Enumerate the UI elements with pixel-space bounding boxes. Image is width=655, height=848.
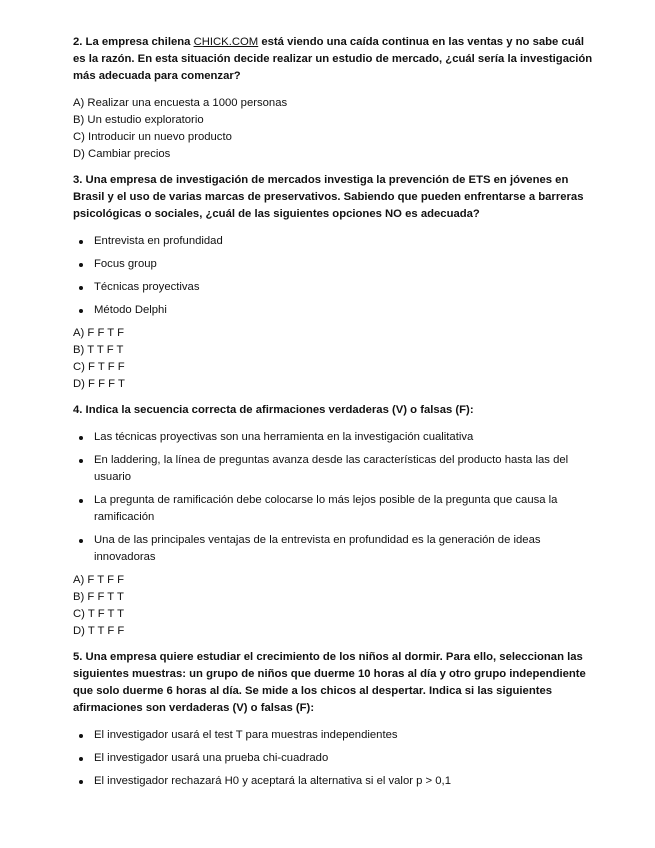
question-4-title: 4. Indica la secuencia correcta de afirmaciones verdaderas (V) o falsas (F): <box>73 404 474 416</box>
option-item: D) F F F T <box>73 378 125 390</box>
question-2-title-end: está viendo una caída continua en las ventas y no sabe cuál es la razón. En esta situación decide realizar un estudio de mercado, ¿cuál sería la investigación más adecuada para comenzar? <box>73 36 593 82</box>
bullet-item: En laddering, la línea de preguntas avanza desde las características del producto hasta las del usuario <box>73 452 593 486</box>
bullet-item: Técnicas proyectivas <box>73 279 593 296</box>
question-2-title <box>73 34 593 85</box>
option-item: A) F T F F <box>73 574 125 586</box>
bullet-item: Entrevista en profundidad <box>73 233 593 250</box>
question-2-options <box>73 95 593 163</box>
bullet-item: El investigador rechazará H0 y aceptará la alternativa si el valor p > 0,1 <box>73 773 593 790</box>
bullet-item: Las técnicas proyectivas son una herramienta en la investigación cualitativa <box>73 429 593 446</box>
question-5 <box>73 649 593 790</box>
option-item: D) T T F F <box>73 625 125 637</box>
question-5-title: 5. Una empresa quiere estudiar el crecimiento de los niños al dormir. Para ello, seleccionan las siguientes muestras: un grupo de niños que duerme 10 horas al día y otro grupo independiente que solo duerme 6 horas al día. Se mide a los chicos al despertar. Indica si las siguientes afirmaciones son verdaderas (V) o falsas (F): <box>73 651 586 714</box>
question-3-title: 3. Una empresa de investigación de mercados investiga la prevención de ETS en jóvenes en Brasil y el uso de varias marcas de preservativos. Sabiendo que pueden enfrentarse a barreras psicológicas o sociales, ¿cuál de las siguientes opciones NO es adecuada? <box>73 174 584 220</box>
question-5-bullets <box>73 727 593 790</box>
option-item: A) Realizar una encuesta a 1000 personas <box>73 97 288 109</box>
question-3 <box>73 172 593 393</box>
bullet-item: Focus group <box>73 256 593 273</box>
option-item: C) Introducir un nuevo producto <box>73 131 232 143</box>
question-4 <box>73 402 593 640</box>
bullet-item: Método Delphi <box>73 302 593 319</box>
option-item: A) F F T F <box>73 327 125 339</box>
question-3-options <box>73 325 593 393</box>
question-2 <box>73 34 593 163</box>
document-page <box>73 34 593 796</box>
option-item: B) F F T T <box>73 591 124 603</box>
option-item: B) Un estudio exploratorio <box>73 114 204 126</box>
bullet-item: El investigador usará una prueba chi-cuadrado <box>73 750 593 767</box>
bullet-item: El investigador usará el test T para muestras independientes <box>73 727 593 744</box>
bullet-item: La pregunta de ramificación debe colocarse lo más lejos posible de la pregunta que causa la ramificación <box>73 492 593 526</box>
option-item: D) Cambiar precios <box>73 148 171 160</box>
company-link[interactable]: CHICK.COM <box>193 36 259 48</box>
question-2-title-start: 2. La empresa chilena <box>73 36 194 48</box>
option-item: C) F T F F <box>73 361 125 373</box>
question-3-bullets <box>73 233 593 319</box>
option-item: C) T F T T <box>73 608 125 620</box>
bullet-item: Una de las principales ventajas de la entrevista en profundidad es la generación de ideas innovadoras <box>73 532 593 566</box>
question-4-bullets <box>73 429 593 566</box>
question-4-options <box>73 572 593 640</box>
option-item: B) T T F T <box>73 344 124 356</box>
